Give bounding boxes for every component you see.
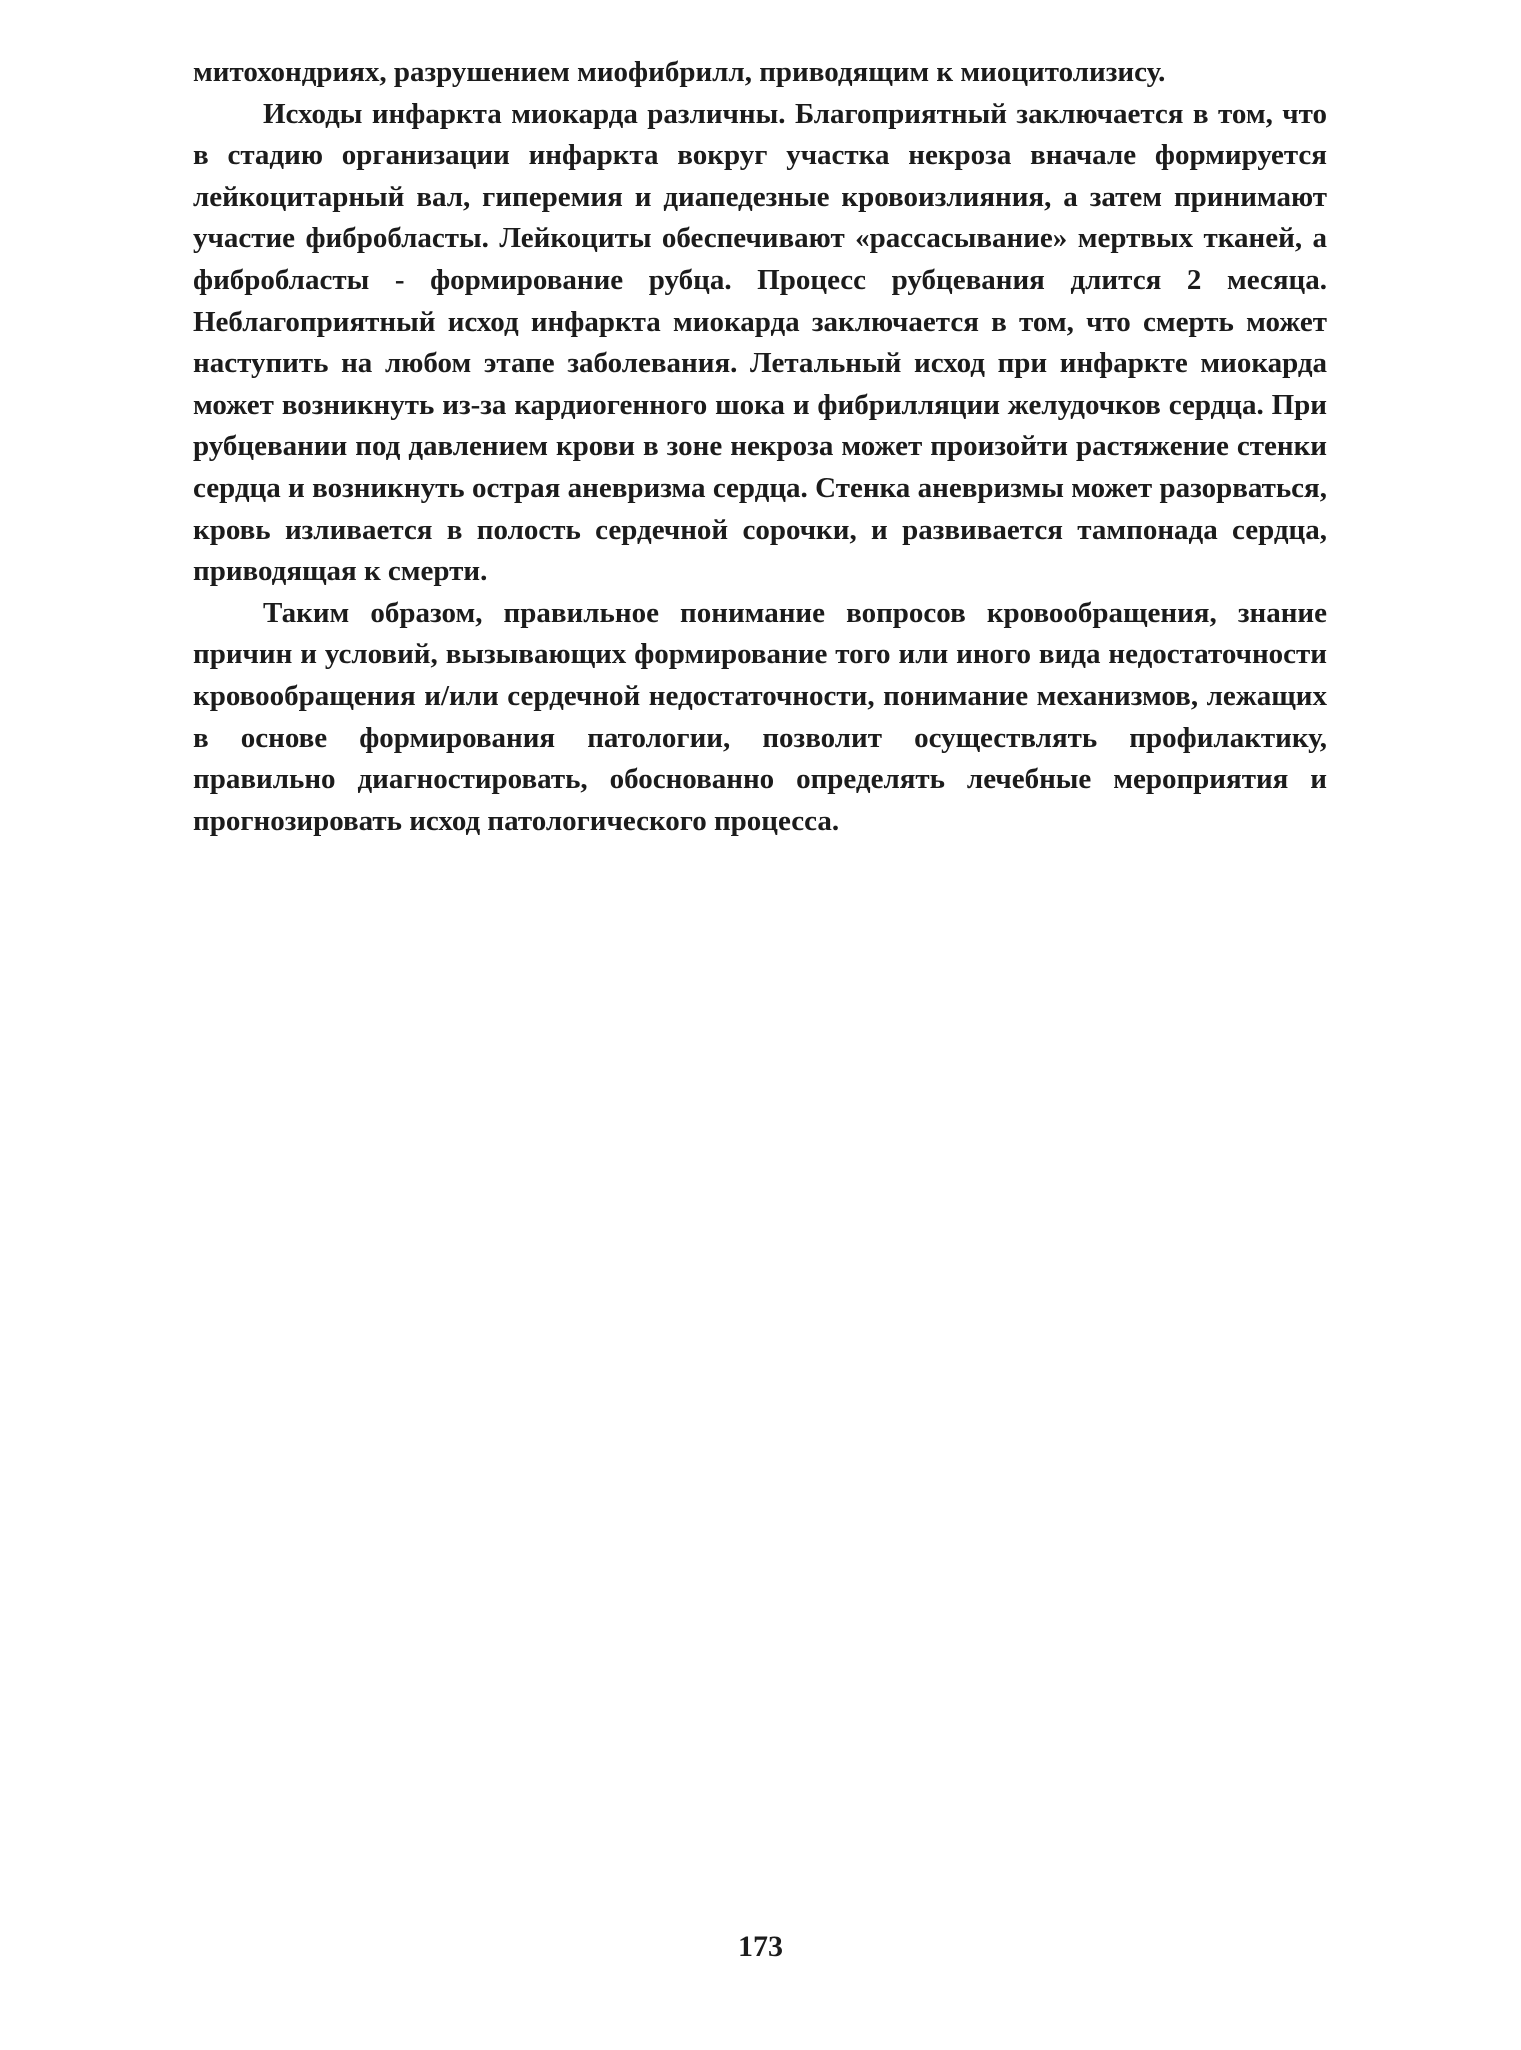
page-number: 173 bbox=[738, 1930, 783, 1963]
paragraph-infarction-outcomes: Исходы инфаркта миокарда различны. Благоприятный заключается в том, что в стадию организации инфаркта вокруг участка некроза вначале формируется лейкоцитарный вал, гиперемия и диапедезные кровоизлияния, а затем принимают участие фибробласты. Лейкоциты обеспечивают «рассасывание» мертвых тканей, а фибробласты - формирование рубца. Процесс рубцевания длится 2 месяца. Неблагоприятный исход инфаркта миокарда заключается в том, что смерть может наступить на любом этапе заболевания. Летальный исход при инфаркте миокарда может возникнуть из-за кардиогенного шока и фибрилляции желудочков сердца. При рубцевании под давлением крови в зоне некроза может произойти растяжение стенки сердца и возникнуть острая аневризма сердца. Стенка аневризмы может разорваться, кровь изливается в полость сердечной сорочки, и развивается тампонада сердца, приводящая к смерти. bbox=[193, 97, 1327, 588]
body-text bbox=[193, 52, 1327, 842]
paragraph-conclusion: Таким образом, правильное понимание вопросов кровообращения, знание причин и условий, вызывающих формирование того или иного вида недостаточности кровообращения и/или сердечной недостаточности, понимание механизмов, лежащих в основе формирования патологии, позволит осуществлять профилактику, правильно диагностировать, обоснованно определять лечебные мероприятия и прогнозировать исход патологического процесса. bbox=[193, 596, 1327, 837]
paragraph-continuation: митохондриях, разрушением миофибрилл, приводящим к миоцитолизису. bbox=[193, 56, 1166, 88]
